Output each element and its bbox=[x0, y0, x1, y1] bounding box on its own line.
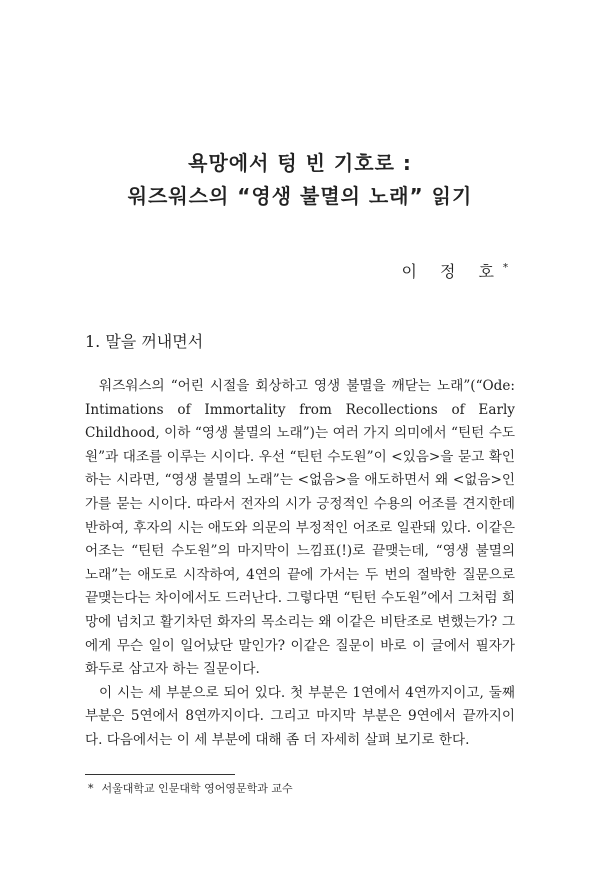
article-title-line-2: 워즈워스의 “영생 불멸의 노래” 읽기 bbox=[127, 184, 473, 208]
author-name-text: 이 정 호 bbox=[401, 262, 503, 281]
article-title-line-1: 욕망에서 텅 빈 기호로 : bbox=[188, 151, 412, 175]
footnote-mark: * bbox=[88, 782, 94, 795]
paragraph-2: 이 시는 세 부분으로 되어 있다. 첫 부분은 1연에서 4연까지이고, 둘째 부분은 5연에서 8연까지이다. 그리고 마지막 부분은 9연에서 끝까지이다. 다음에서는 이 세 부분에 대해 좀 더 자세히 살펴 보기로 한다. bbox=[85, 684, 515, 748]
body-text bbox=[85, 375, 515, 753]
footnote-text: 서울대학교 인문대학 영어영문학과 교수 bbox=[101, 782, 293, 795]
footnote bbox=[88, 780, 293, 796]
author-footnote-mark: * bbox=[503, 262, 508, 274]
footnote-divider bbox=[85, 774, 235, 775]
author-name bbox=[401, 259, 508, 282]
section-heading: 1. 말을 꺼내면서 bbox=[85, 332, 204, 351]
paragraph-1: 워즈워스의 “어린 시절을 회상하고 영생 불멸을 깨닫는 노래”(“Ode: Intimations of Immortality from Recollections of Early Childhood, 이하 “영생 불멸의 노래”)는 여러 가지 의미에서 “틴턴 수도원”과 대조를 이루는 시이다. 우선 “틴턴 수도원”이 <있음>을 묻고 확인하는 시라면, “영생 불멸의 노래”는 <없음>을 애도하면서 왜 <없음>인가를 묻는 시이다. 따라서 전자의 시가 긍정적인 수용의 어조를 견지한데 반하여, 후자의 시는 애도와 의문의 부정적인 어조로 일관돼 있다. 이같은 어조는 “틴턴 수도원”의 마지막이 느낌표(!)로 끝맺는데, “영생 불멸의 노래”는 애도로 시작하여, 4연의 끝에 가서는 두 번의 절박한 질문으로 끝맺는다는 차이에서도 드러난다. 그렇다면 “틴턴 수도원”에서 그처럼 희망에 넘치고 활기차던 화자의 목소리는 왜 이같은 비탄조로 변했는가? 그에게 무슨 일이 일어났단 말인가? 이같은 질문이 바로 이 글에서 필자가 화두로 삼고자 하는 질문이다. bbox=[85, 378, 515, 678]
